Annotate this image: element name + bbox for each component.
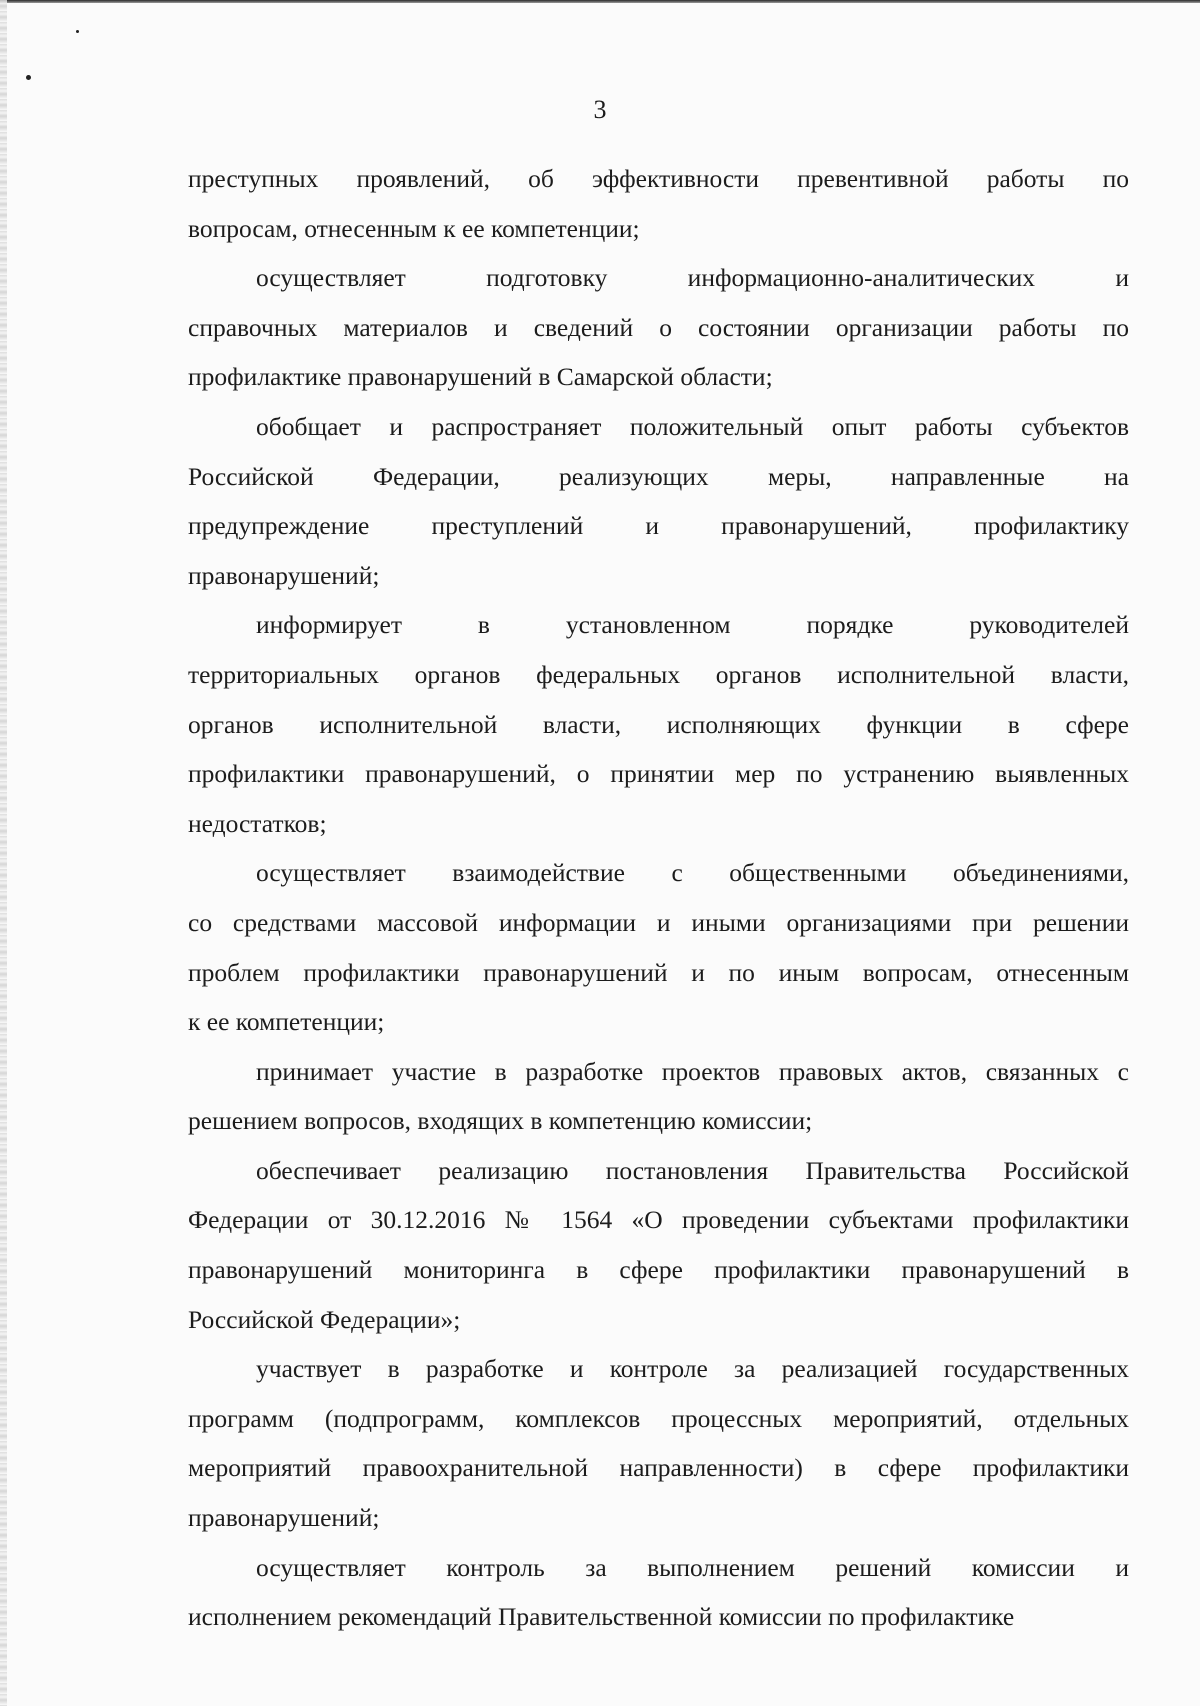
paragraph <box>188 1543 1129 1642</box>
text-line: к ее компетенции; <box>188 1007 385 1037</box>
text-line: преступных проявлений, об эффективности превентивной работы по <box>188 164 1129 193</box>
text-line: обеспечивает реализацию постановления Правительства Российской <box>256 1155 1129 1185</box>
text-line: осуществляет контроль за выполнением решений комиссии и <box>256 1552 1129 1582</box>
text-line: вопросам, отнесенным к ее компетенции; <box>188 213 640 243</box>
paragraph <box>188 1146 1129 1344</box>
paragraph <box>188 848 1129 1046</box>
text-line: программ (подпрограмм, комплексов процессных мероприятий, отдельных <box>188 1403 1129 1433</box>
paragraph <box>188 154 1129 253</box>
text-line: правонарушений мониторинга в сфере профилактики правонарушений в <box>188 1255 1129 1285</box>
text-line: решением вопросов, входящих в компетенцию комиссии; <box>188 1106 813 1136</box>
text-line: предупреждение преступлений и правонарушений, профилактику <box>188 511 1129 541</box>
text-line: территориальных органов федеральных органов исполнительной власти, <box>188 659 1129 689</box>
text-line: правонарушений; <box>188 1503 380 1533</box>
paragraph <box>188 253 1129 402</box>
scan-left-edge <box>0 0 7 1706</box>
text-line: исполнением рекомендаций Правительственной комиссии по профилактике <box>188 1602 1015 1632</box>
text-line: принимает участие в разработке проектов правовых актов, связанных с <box>256 1056 1129 1086</box>
scan-speck <box>26 75 31 80</box>
paragraph <box>188 402 1129 600</box>
text-line: профилактике правонарушений в Самарской области; <box>188 362 773 392</box>
text-line: осуществляет подготовку информационно-аналитических и <box>256 263 1129 293</box>
text-line: информирует в установленном порядке руководителей <box>256 610 1129 640</box>
text-line: осуществляет взаимодействие с общественными объединениями, <box>256 858 1129 888</box>
text-line: со средствами массовой информации и иными организациями при решении <box>188 907 1129 937</box>
scan-top-edge <box>0 0 1200 3</box>
text-line: органов исполнительной власти, исполняющих функции в сфере <box>188 709 1129 739</box>
text-line: Федерации от 30.12.2016 № 1564 «О проведении субъектами профилактики <box>188 1205 1129 1235</box>
paragraph <box>188 1344 1129 1542</box>
text-line: Российской Федерации»; <box>188 1304 461 1334</box>
text-line: участвует в разработке и контроле за реализацией государственных <box>256 1354 1129 1384</box>
text-line: недостатков; <box>188 808 327 838</box>
text-line: обобщает и распространяет положительный опыт работы субъектов <box>256 411 1129 441</box>
text-line: профилактики правонарушений, о принятии мер по устранению выявленных <box>188 759 1129 789</box>
text-line: справочных материалов и сведений о состоянии организации работы по <box>188 312 1129 342</box>
text-line: правонарушений; <box>188 560 380 590</box>
text-line: мероприятий правоохранительной направленности) в сфере профилактики <box>188 1453 1129 1483</box>
document-body <box>188 154 1129 1642</box>
paragraph <box>188 1047 1129 1146</box>
paragraph <box>188 600 1129 848</box>
page-number: 3 <box>593 95 607 124</box>
text-line: проблем профилактики правонарушений и по иным вопросам, отнесенным <box>188 957 1129 987</box>
scan-speck <box>76 30 79 33</box>
text-line: Российской Федерации, реализующих меры, направленные на <box>188 461 1129 491</box>
